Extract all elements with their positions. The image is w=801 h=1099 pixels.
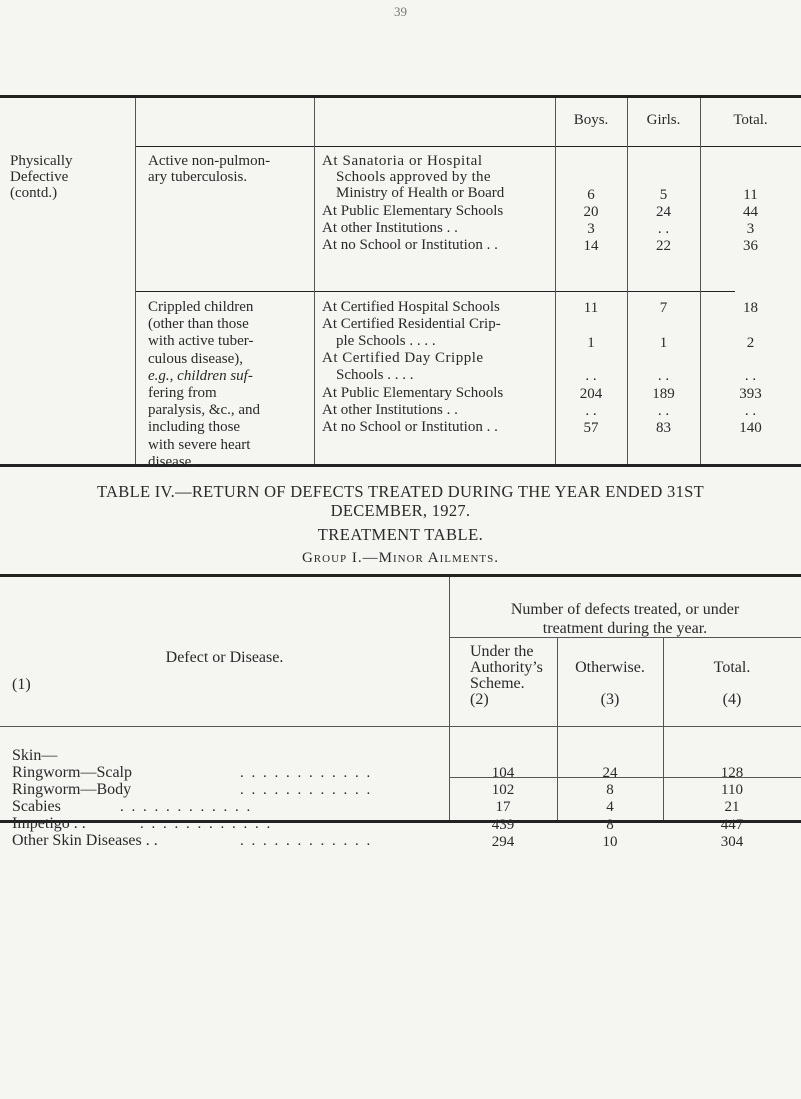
col-divider	[135, 98, 136, 464]
condition-crippled: Crippled children (other than those with active tuber- culous disease), e.g., children suf- fering from paralysis, &c., and including those with severe heart disease.	[148, 299, 261, 470]
top-rule	[0, 95, 801, 98]
header-girls: Girls.	[646, 112, 681, 128]
place-label: At Certified Day Cripple Schools . . . .	[322, 350, 484, 383]
header-otherwise: Otherwise.	[575, 659, 645, 676]
category-label: Physically Defective (contd.)	[10, 153, 73, 201]
place-label: At other Institutions . .	[322, 402, 458, 418]
cell-value: 439	[491, 817, 515, 833]
cell-value: 447	[720, 817, 744, 833]
place-label: At Certified Residential Crip- ple Schools . . . .	[322, 316, 501, 349]
place-label: At Certified Hospital Schools	[322, 299, 500, 315]
cell-value: 294	[491, 834, 515, 850]
header-under-authority: Under the Authority’s Scheme.	[470, 643, 543, 692]
page-number: 39	[394, 4, 407, 19]
cell-value: 8	[606, 817, 614, 833]
dot-leader: . . . . . . . . . . . .	[240, 833, 373, 849]
header-boys: Boys.	[573, 112, 609, 128]
group-divider-rule	[135, 291, 735, 292]
group-subtitle: Group I.—Minor Ailments.	[301, 550, 500, 566]
treatment-table-title: TREATMENT TABLE.	[317, 525, 484, 544]
place-label: At other Institutions . .	[322, 220, 458, 236]
header-bottom-rule	[0, 726, 801, 727]
header-col-number: (4)	[722, 691, 742, 708]
top-bottom-rule	[0, 464, 801, 467]
row-label: Other Skin Diseases . .	[12, 832, 158, 849]
dot-leader: . . . . . . . . . . . .	[140, 816, 273, 832]
header-col-number: (3)	[600, 691, 620, 708]
place-label: At Sanatoria or Hospital Schools approved by the Ministry of Health or Board	[322, 153, 505, 201]
table-top-rule	[0, 574, 801, 577]
section-skin: Skin—	[12, 747, 58, 764]
col-divider	[314, 98, 315, 464]
header-total: Total.	[713, 659, 751, 676]
place-label: At Public Elementary Schools	[322, 385, 504, 401]
place-label: At Public Elementary Schools	[322, 203, 504, 219]
place-label: At no School or Institution . .	[322, 237, 498, 253]
place-label: At no School or Institution . .	[322, 419, 498, 435]
header-col-number: (1)	[12, 676, 31, 693]
condition-tuberculosis: Active non-pulmon- ary tuberculosis.	[148, 153, 271, 185]
table-title: TABLE IV.—RETURN OF DEFECTS TREATED DURING THE YEAR ENDED 31ST	[97, 482, 704, 501]
top-header-rule	[135, 146, 801, 147]
span-header: Number of defects treated, or under treatment during the year.	[510, 601, 740, 637]
cell-value: 10	[602, 834, 618, 850]
cell-value: 304	[720, 834, 744, 850]
header-total: Total.	[733, 112, 768, 128]
header-col-number: (2)	[470, 691, 489, 708]
row-label: Impetigo . .	[12, 815, 86, 832]
header-defect-or-disease: Defect or Disease.	[165, 649, 284, 666]
table-title-date: DECEMBER, 1927.	[330, 501, 471, 520]
